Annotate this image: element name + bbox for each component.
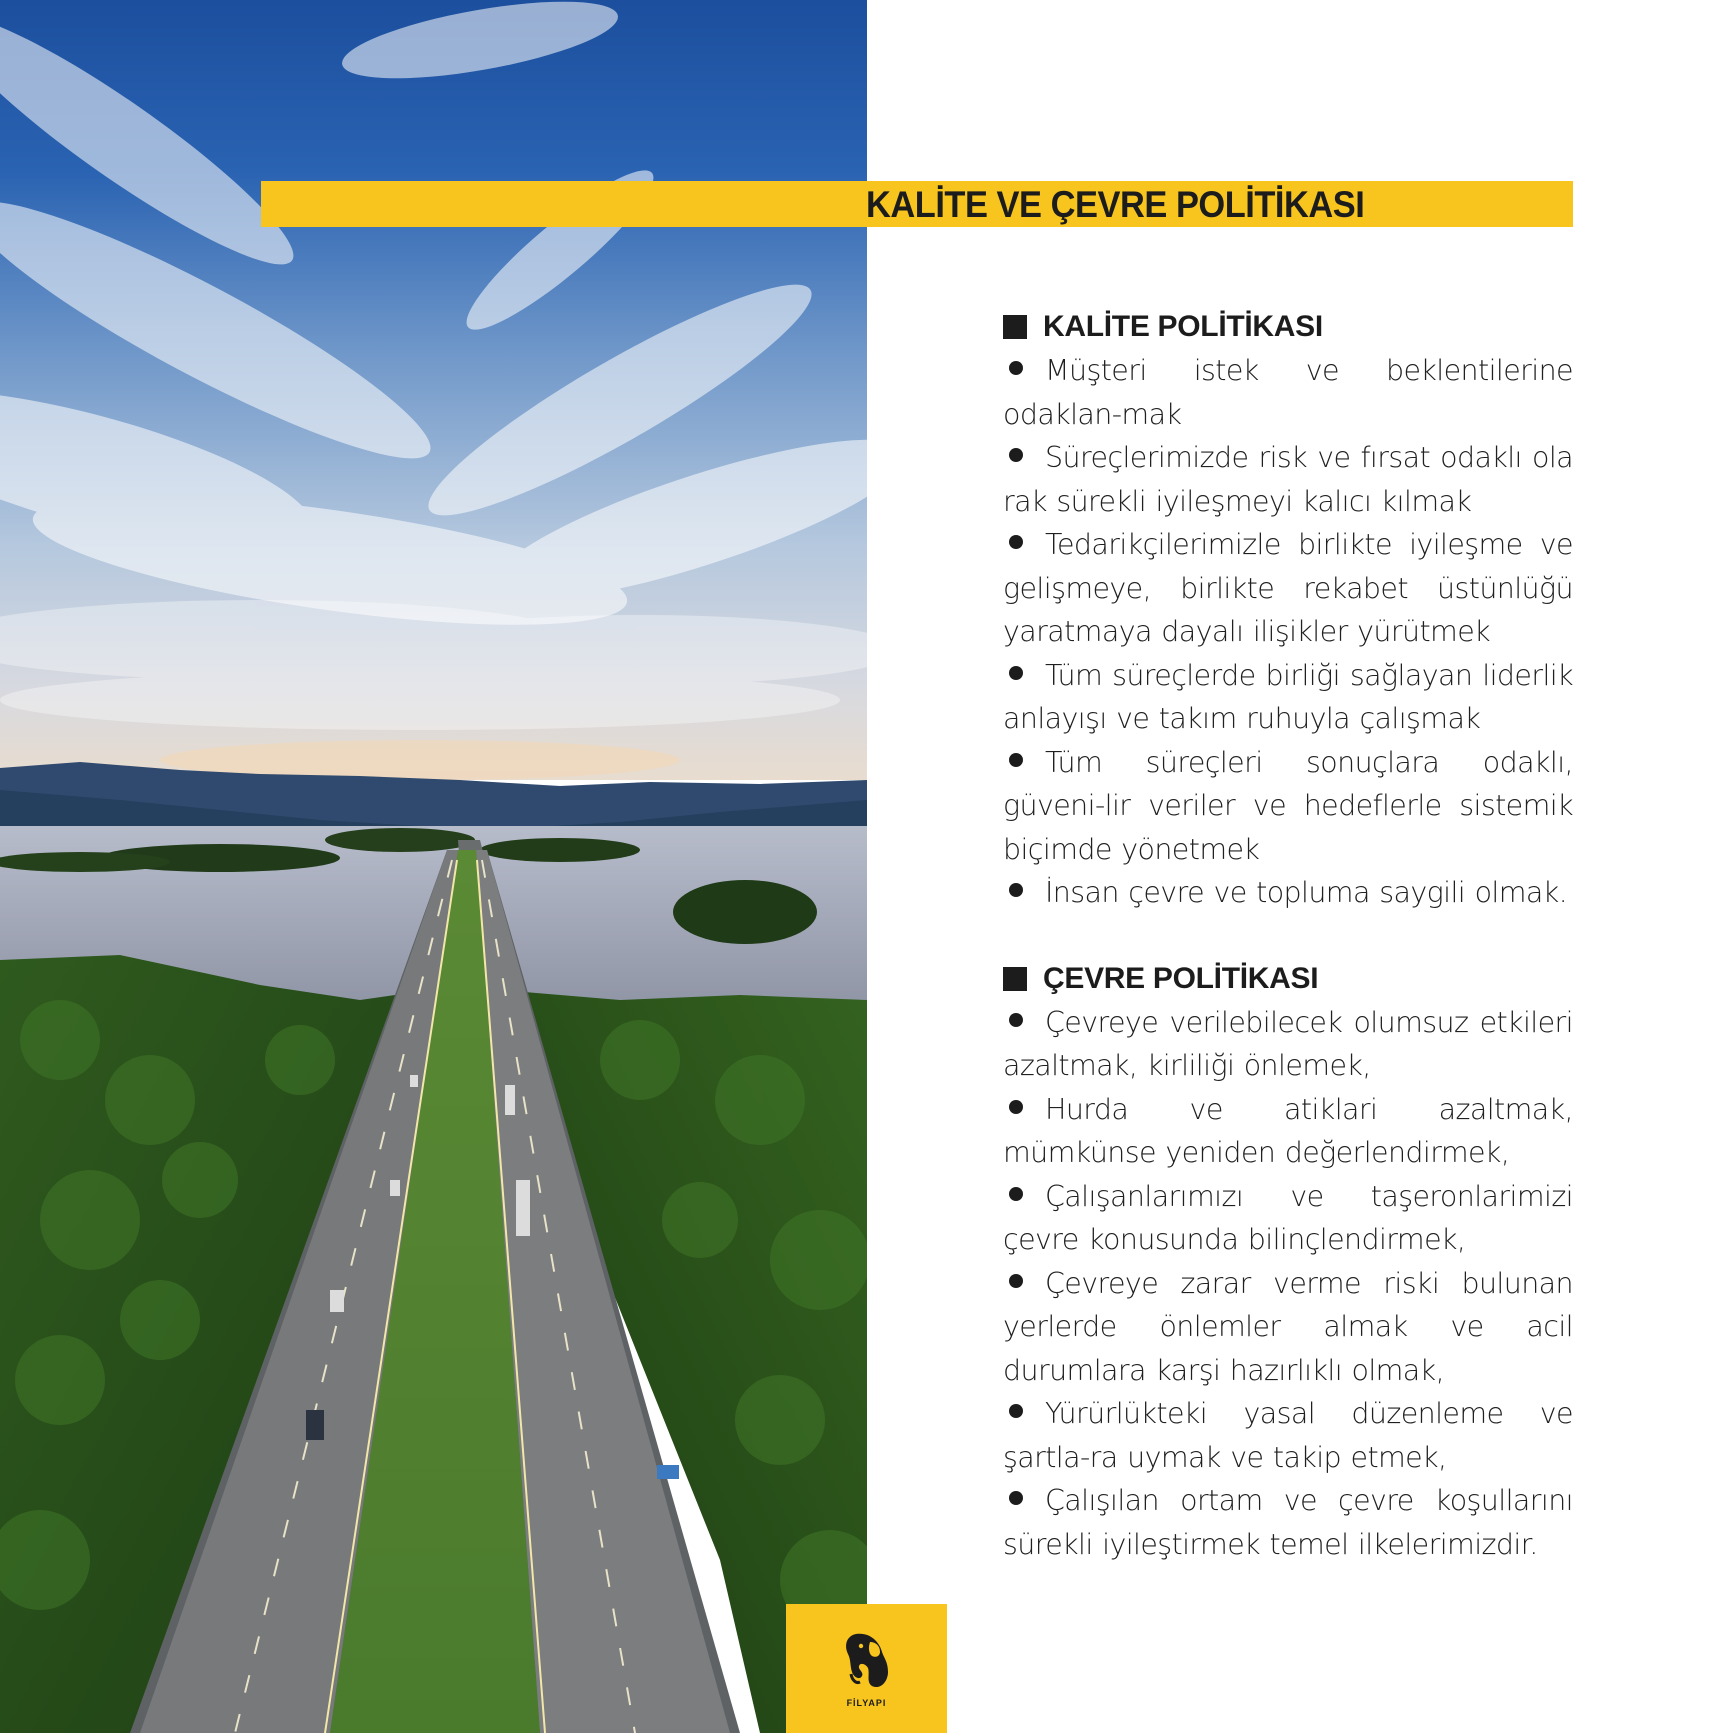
- list-item: [1003, 1088, 1573, 1175]
- list-item: [1003, 654, 1573, 741]
- bullet-dot-icon: [1009, 1013, 1023, 1027]
- list-item: [1003, 1262, 1573, 1393]
- bullet-dot-icon: [1009, 361, 1023, 375]
- bullet-dot-icon: [1009, 535, 1023, 549]
- list-item: [1003, 349, 1573, 436]
- bullet-dot-icon: [1009, 1187, 1023, 1201]
- list-item-text: Çalışılan ortam ve çevre koşullarını sürekli iyileştirmek temel ilkelerimizdir.: [1003, 1484, 1573, 1561]
- list-item-text: Müşteri istek ve beklentilerine odaklan-mak: [1003, 354, 1573, 431]
- list-item-text: Çevreye zarar verme riski bulunan yerlerde önlemler almak ve acil durumlara karşi hazırlıklı olmak,: [1003, 1266, 1573, 1387]
- environment-policy-section: [1003, 957, 1573, 1567]
- list-item-text: Hurda ve atiklari azaltmak, mümkünse yeniden değerlendirmek,: [1003, 1092, 1573, 1169]
- list-item: [1003, 523, 1573, 654]
- bullet-dot-icon: [1009, 1100, 1023, 1114]
- list-item: [1003, 741, 1573, 872]
- list-item-text: Tüm süreçlerde birliği sağlayan liderlik anlayışı ve takım ruhuyla çalışmak: [1003, 658, 1573, 735]
- elephant-logo-icon: [842, 1630, 892, 1692]
- bullet-dot-icon: [1009, 1274, 1023, 1288]
- bullet-dot-icon: [1009, 753, 1023, 767]
- list-item-text: Tedarikçilerimizle birlikte iyileşme ve gelişmeye, birlikte rekabet üstünlüğü yaratmaya dayalı ilişikler yürütmek: [1003, 528, 1573, 648]
- section-heading: [1003, 305, 1573, 349]
- quality-policy-list: [1003, 349, 1573, 915]
- logo-badge: [786, 1604, 947, 1733]
- policy-column: [1003, 305, 1573, 1566]
- list-item-text: Süreçlerimizde risk ve fırsat odaklı ola rak sürekli iyileşmeyi kalıcı kılmak: [1003, 441, 1573, 518]
- list-item: [1003, 436, 1573, 523]
- bullet-dot-icon: [1009, 883, 1023, 897]
- bullet-dot-icon: [1009, 1491, 1023, 1505]
- environment-policy-list: [1003, 1001, 1573, 1567]
- list-item-text: Tüm süreçleri sonuçlara odaklı, güveni-lir veriler ve hedeflerle sistemik biçimde yönetmek: [1003, 745, 1573, 866]
- list-item: [1003, 871, 1573, 915]
- page-title: KALİTE VE ÇEVRE POLİTİKASI: [866, 184, 1365, 225]
- bullet-dot-icon: [1009, 1404, 1023, 1418]
- list-item-text: Yürürlükteki yasal düzenleme ve şartla-ra uymak ve takip etmek,: [1003, 1397, 1573, 1474]
- list-item-text: Çalışanlarımızı ve taşeronlarimizi çevre konusunda bilinçlendirmek,: [1003, 1179, 1573, 1256]
- quality-policy-section: [1003, 305, 1573, 915]
- logo-wordmark: FİLYAPI: [846, 1698, 887, 1708]
- list-item-text: Çevreye verilebilecek olumsuz etkileri azaltmak, kirliliği önlemek,: [1003, 1005, 1573, 1082]
- list-item-text: İnsan çevre ve topluma saygili olmak.: [1045, 876, 1568, 909]
- section-heading-label: ÇEVRE POLİTİKASI: [1043, 961, 1319, 995]
- list-item: [1003, 1001, 1573, 1088]
- square-bullet-icon: [1003, 967, 1027, 991]
- list-item: [1003, 1175, 1573, 1262]
- square-bullet-icon: [1003, 315, 1027, 339]
- bullet-dot-icon: [1009, 448, 1023, 462]
- section-heading: [1003, 957, 1573, 1001]
- bullet-dot-icon: [1009, 666, 1023, 680]
- section-heading-label: KALİTE POLİTİKASI: [1043, 310, 1323, 343]
- list-item: [1003, 1392, 1573, 1479]
- list-item: [1003, 1479, 1573, 1566]
